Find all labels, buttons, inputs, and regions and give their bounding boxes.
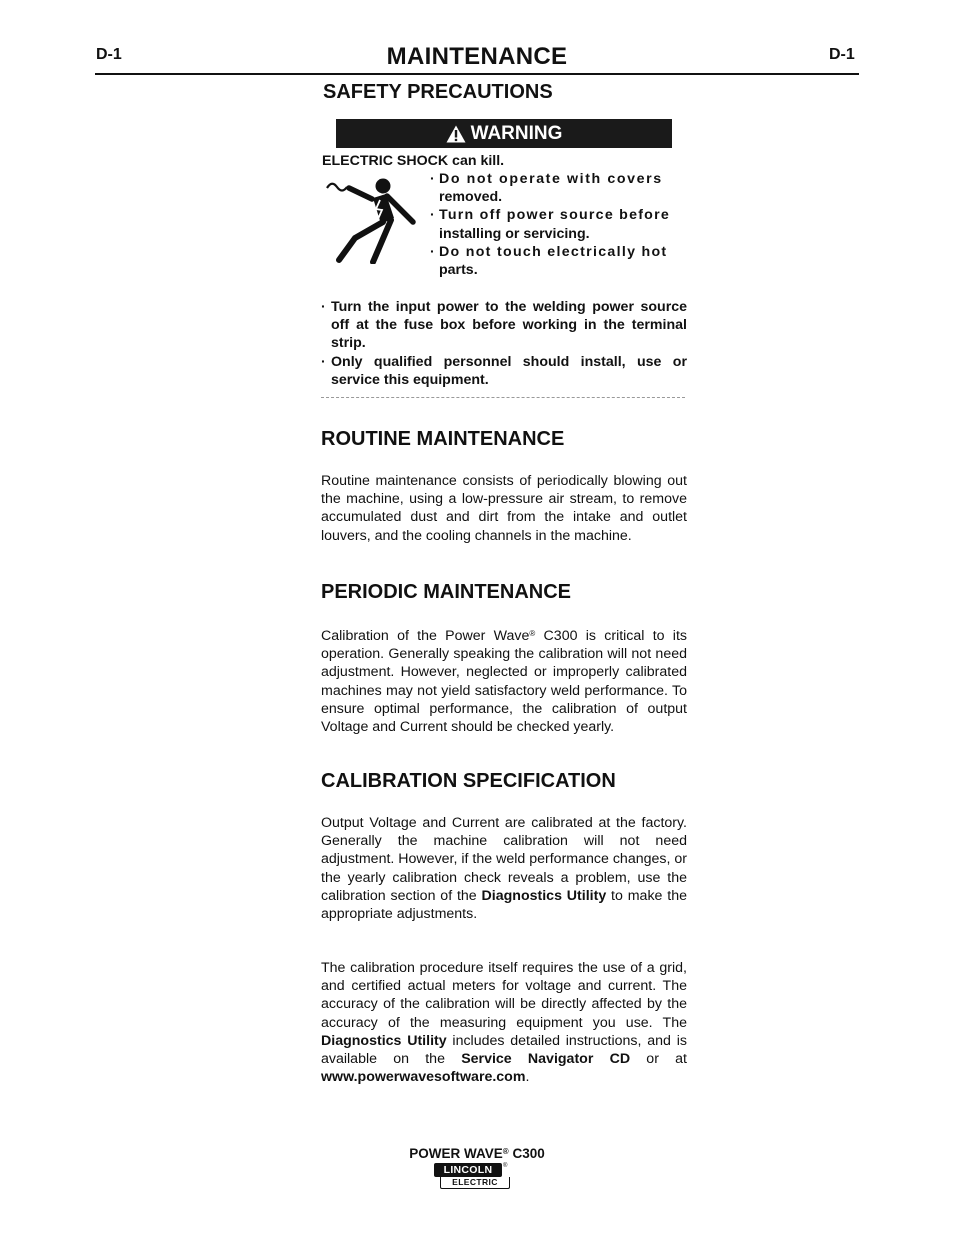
shock-bullet-list (430, 170, 687, 279)
routine-text: Routine maintenance consists of periodically blowing out the machine, using a low-pressure air stream, to remove accumulated dust and dirt from the intake and outlet louvers, and the cooling channels in the machine. (321, 473, 687, 544)
periodic-heading: PERIODIC MAINTENANCE (321, 581, 572, 603)
footer-product-name: POWER WAVE® C300 (409, 1146, 545, 1161)
shock-title: ELECTRIC SHOCK can kill. (322, 153, 505, 169)
periodic-text: Calibration of the Power Wave® C300 is critical to its operation. Generally speaking the calibration will not need adjustment. However, neglected or improperly calibrated machines may not yield satisfactory weld performance. To ensure optimal performance, the calibration of output Voltage and Current should be checked yearly. (321, 628, 687, 736)
logo-bottom-text: ELECTRIC (440, 1177, 510, 1189)
safety-heading: SAFETY PRECAUTIONS (323, 81, 553, 103)
page-number-right: D-1 (829, 46, 855, 63)
shock-bullet-1: · Do not operate with covers removed. (430, 171, 663, 206)
calibration-heading: CALIBRATION SPECIFICATION (321, 770, 616, 792)
website-link[interactable]: www.powerwavesoftware.com (321, 1069, 526, 1086)
logo-top-text: LINCOLN (434, 1163, 502, 1177)
warning-triangle-icon (446, 125, 466, 143)
page-title: MAINTENANCE (386, 43, 568, 70)
logo-registered-mark: ® (503, 1163, 508, 1169)
shock-bullet-2: · Turn off power source before installing or servicing. (430, 207, 671, 242)
header-rule (95, 73, 859, 75)
warning-banner (336, 119, 672, 148)
safety-bullet-list (321, 298, 687, 389)
safety-bullet-2: · Only qualified personnel should install, use or service this equipment. (321, 353, 687, 388)
page-number-left: D-1 (96, 46, 122, 63)
section-divider (321, 397, 685, 398)
calibration-paragraph-2: The calibration procedure itself requires the use of a grid, and certified actual meters for voltage and current. The accuracy of the calibration will be directly affected by the accuracy of the measuring equipment you use. The Diagnostics Utility includes detailed instructions, and is available on the Service Navigator CD or at www.powerwavesoftware.com. (321, 960, 687, 1086)
shock-bullet-3: · Do not touch electrically hot parts. (430, 243, 668, 279)
lincoln-electric-logo (434, 1163, 510, 1190)
warning-label: WARNING (470, 122, 563, 144)
calibration-paragraph-1: Output Voltage and Current are calibrated at the factory. Generally the machine calibration will not need adjustment. However, if the weld performance changes, or the yearly calibration check reveals a problem, use the calibration section of the Diagnostics Utility to make the appropriate adjustments. (321, 815, 687, 923)
routine-heading: ROUTINE MAINTENANCE (321, 428, 565, 450)
electric-shock-icon (323, 172, 418, 264)
safety-bullet-1: · Turn the input power to the welding power source off at the fuse box before working in the terminal strip. (321, 299, 687, 352)
